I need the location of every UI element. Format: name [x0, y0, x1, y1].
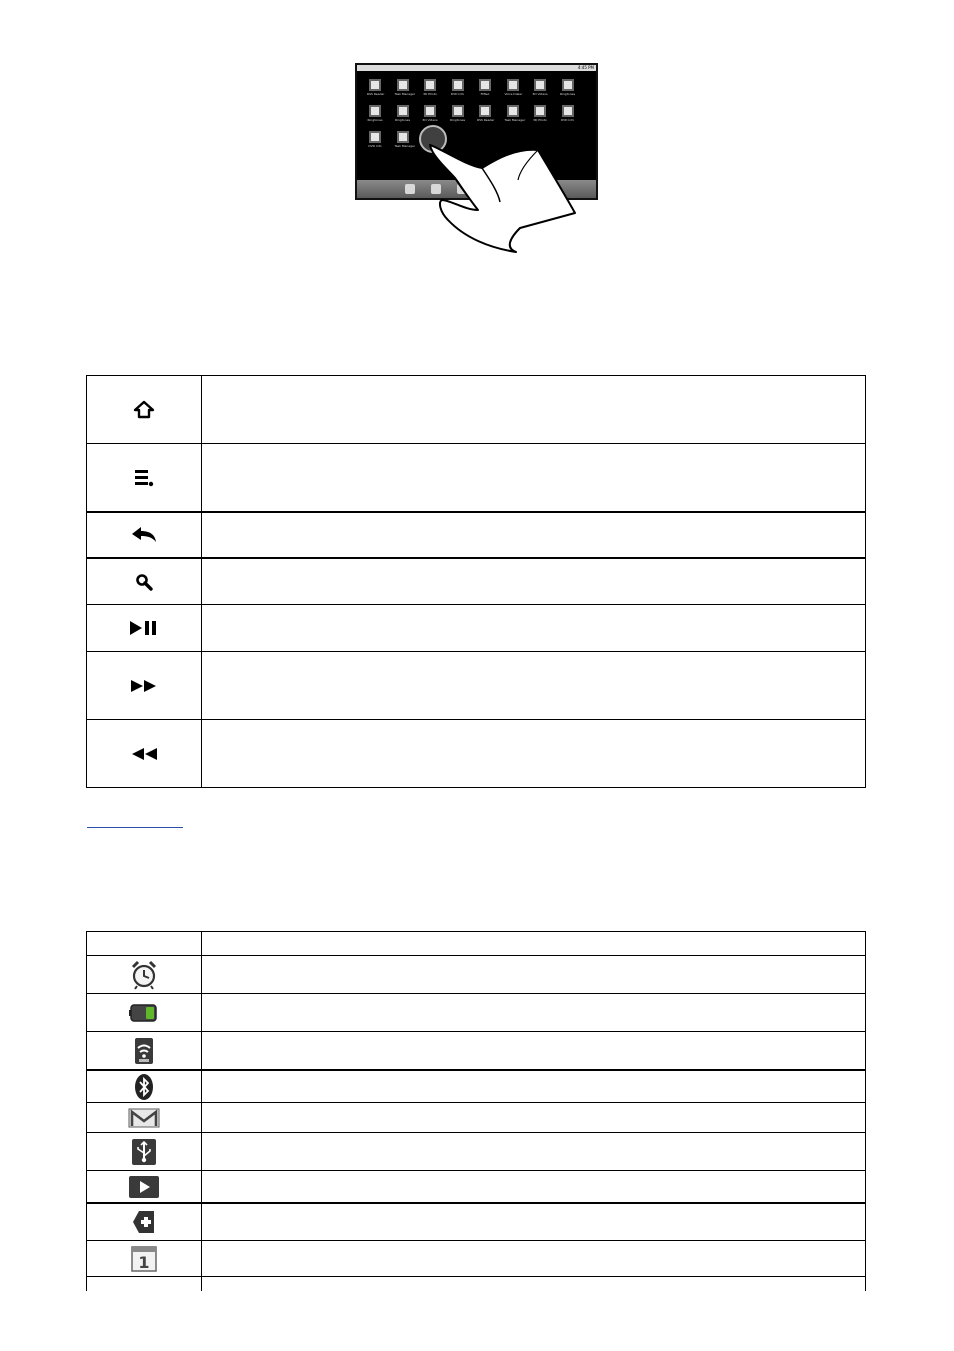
- tablet-app-icon[interactable]: [367, 131, 383, 153]
- app-glyph-icon: [479, 105, 491, 117]
- tablet-app-label: Task Manager: [394, 92, 416, 96]
- tablet-app-label: Ringtones: [559, 92, 576, 96]
- app-glyph-icon: [369, 105, 381, 117]
- tablet-app-label: DVD Info: [450, 92, 465, 96]
- app-glyph-icon: [479, 79, 491, 91]
- media-play-icon: [87, 1171, 201, 1202]
- battery-icon: [87, 994, 201, 1031]
- tablet-app-label: Voice Dialer: [504, 92, 523, 96]
- tablet-app-label: Ringtones: [394, 118, 411, 122]
- tablet-app-icon[interactable]: [450, 105, 466, 127]
- tablet-app-icon[interactable]: [422, 105, 438, 127]
- tablet-app-icon[interactable]: [504, 105, 526, 127]
- tablet-app-label: FM&A: [480, 92, 490, 96]
- tablet-app-icon[interactable]: [505, 79, 521, 101]
- tablet-app-icon[interactable]: [560, 105, 576, 127]
- hand-illustration: [420, 140, 590, 255]
- calendar-icon: [87, 1241, 201, 1276]
- bluetooth-icon: [87, 1071, 201, 1102]
- tablet-app-icon[interactable]: [532, 79, 548, 101]
- hyperlink-underline[interactable]: [87, 827, 183, 828]
- tablet-app-icon[interactable]: [450, 79, 466, 101]
- app-glyph-icon: [397, 105, 409, 117]
- tablet-app-label: RSS Reader: [367, 92, 385, 96]
- app-glyph-icon: [369, 131, 381, 143]
- calendar-day-number: 1: [138, 1252, 150, 1272]
- usb-icon: [87, 1133, 201, 1170]
- gmail-icon: [87, 1103, 201, 1132]
- play-pause-icon: [87, 605, 201, 651]
- app-glyph-icon: [424, 105, 436, 117]
- tablet-app-icon[interactable]: [367, 105, 383, 127]
- app-glyph-icon: [562, 79, 574, 91]
- tablet-app-icon[interactable]: [560, 79, 576, 101]
- tablet-app-label: 3D Videos: [422, 118, 438, 122]
- tablet-clock: 4:45 PM: [577, 65, 594, 70]
- app-glyph-icon: [452, 79, 464, 91]
- app-glyph-icon: [397, 79, 409, 91]
- menu-icon: [87, 444, 201, 511]
- tablet-app-label: DVD Info: [560, 118, 575, 122]
- tablet-app-icon[interactable]: [394, 79, 416, 101]
- tablet-status-bar: [357, 65, 596, 71]
- tablet-app-icon[interactable]: [367, 79, 383, 101]
- app-glyph-icon: [424, 79, 436, 91]
- tablet-app-label: 3D Videos: [532, 92, 548, 96]
- rewind-icon: [87, 720, 201, 787]
- tablet-app-icon[interactable]: [394, 131, 416, 153]
- tablet-app-label: 3D Photo: [423, 92, 437, 96]
- tablet-app-icon[interactable]: [532, 105, 548, 127]
- tablet-app-icon[interactable]: [395, 105, 411, 127]
- app-glyph-icon: [507, 79, 519, 91]
- tablet-app-label: Ringtones: [367, 118, 383, 122]
- tablet-app-label: 3D Photo: [533, 118, 547, 122]
- app-glyph-icon: [562, 105, 574, 117]
- dock-edit-icon: [405, 184, 415, 194]
- fast-forward-icon: [87, 652, 201, 719]
- tablet-app-label: RSS Reader: [477, 118, 495, 122]
- alarm-clock-icon: [87, 956, 201, 993]
- tablet-app-label: Task Manager: [504, 118, 526, 122]
- add-icon: [87, 1204, 201, 1240]
- tablet-app-icon[interactable]: [422, 79, 438, 101]
- tablet-app-label: Task Manager: [394, 144, 416, 148]
- tablet-app-icon[interactable]: [477, 79, 493, 101]
- tablet-app-icon[interactable]: [477, 105, 493, 127]
- search-icon: [87, 559, 201, 604]
- app-glyph-icon: [452, 105, 464, 117]
- tablet-app-label: DVD Info: [368, 144, 382, 148]
- app-glyph-icon: [507, 105, 519, 117]
- app-glyph-icon: [397, 131, 409, 143]
- wifi-icon: [87, 1032, 201, 1069]
- app-glyph-icon: [534, 105, 546, 117]
- app-glyph-icon: [369, 79, 381, 91]
- home-icon: [87, 376, 201, 443]
- tablet-app-label: Ringtones: [449, 118, 466, 122]
- back-icon: [87, 513, 201, 557]
- app-glyph-icon: [534, 79, 546, 91]
